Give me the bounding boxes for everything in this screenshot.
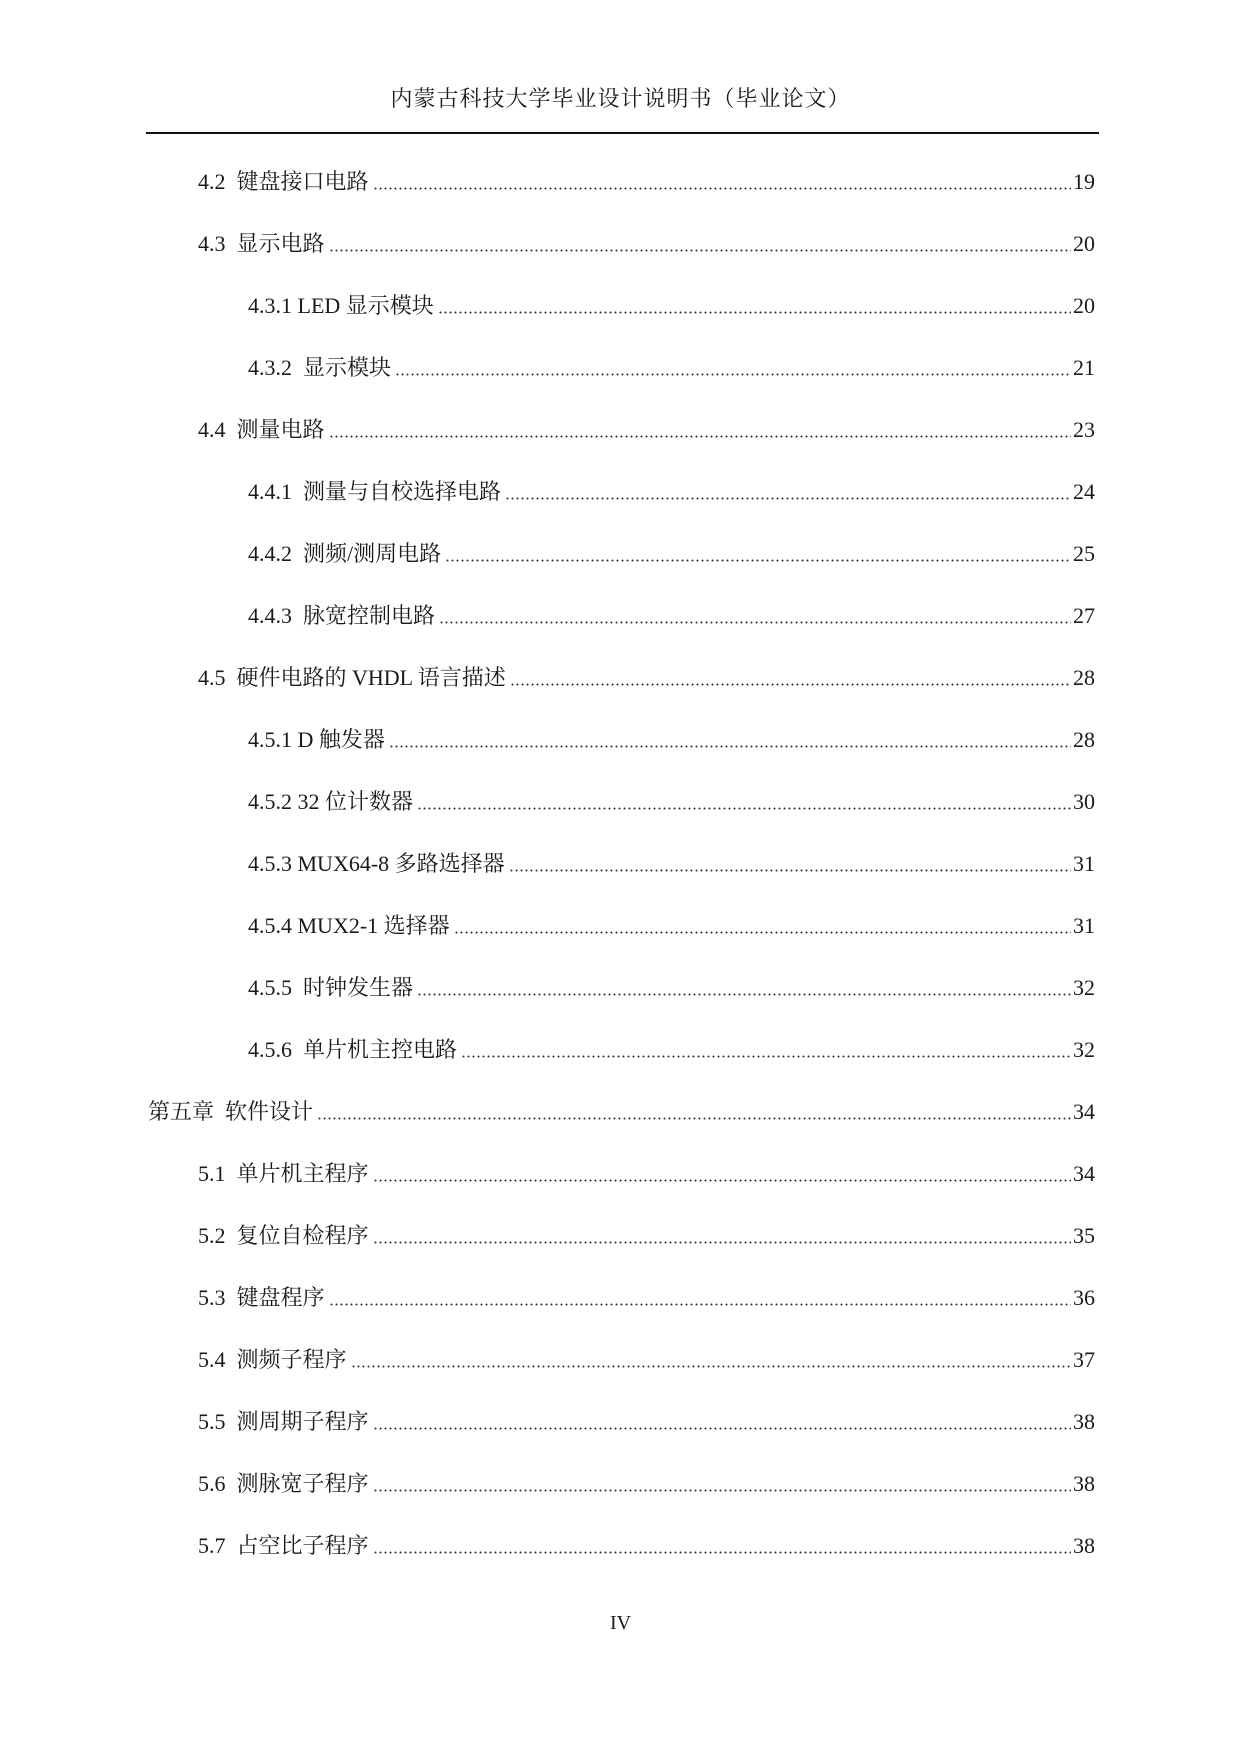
toc-entry[interactable] [248, 969, 1095, 1003]
toc-entry-label: 4.3.1 LED 显示模块 [248, 293, 434, 318]
toc-page-number: 31 [1073, 851, 1095, 876]
toc-entry-label: 4.5.1 D 触发器 [248, 727, 385, 752]
toc-entry[interactable] [248, 783, 1095, 817]
toc-entry-label: 4.3 显示电路 [198, 231, 325, 256]
toc-entry-label: 5.3 键盘程序 [198, 1285, 325, 1310]
toc-entry-label: 5.5 测周期子程序 [198, 1409, 369, 1434]
toc-page-number: 32 [1073, 1037, 1095, 1062]
toc-page-number: 21 [1073, 355, 1095, 380]
toc-dot-leader [329, 1303, 1071, 1306]
toc-entry-label: 4.3.2 显示模块 [248, 355, 392, 380]
toc-dot-leader [461, 1055, 1071, 1058]
toc-page-number: 36 [1073, 1285, 1095, 1310]
toc-entry[interactable] [198, 411, 1095, 445]
toc-entry[interactable] [248, 597, 1095, 631]
toc-page-number: 30 [1073, 789, 1095, 814]
toc-dot-leader [509, 869, 1071, 872]
toc-page-number: 32 [1073, 975, 1095, 1000]
toc-entry[interactable] [248, 287, 1095, 321]
toc-entry[interactable] [248, 349, 1095, 383]
toc-entry[interactable] [198, 659, 1095, 693]
toc-page-number: 24 [1073, 479, 1095, 504]
toc-dot-leader [417, 993, 1071, 996]
toc-entry-label: 4.5.6 单片机主控电路 [248, 1037, 458, 1062]
toc-dot-leader [510, 683, 1071, 686]
toc-entry[interactable] [198, 225, 1095, 259]
toc-page-number: 25 [1073, 541, 1095, 566]
toc-entry[interactable] [248, 473, 1095, 507]
toc-entry[interactable] [148, 1093, 1095, 1127]
toc-page-number: 27 [1073, 603, 1095, 628]
toc-dot-leader [373, 1427, 1071, 1430]
toc-entry-label: 4.4 测量电路 [198, 417, 325, 442]
toc-entry-label: 4.5.2 32 位计数器 [248, 789, 414, 814]
toc-entry[interactable] [248, 721, 1095, 755]
toc-page-number: 35 [1073, 1223, 1095, 1248]
toc-dot-leader [439, 621, 1071, 624]
toc-entry-label: 4.4.2 测频/测周电路 [248, 541, 442, 566]
toc-entry[interactable] [198, 1465, 1095, 1499]
toc-dot-leader [454, 931, 1071, 934]
toc-page-number: 34 [1073, 1099, 1095, 1124]
toc-page-number: 28 [1073, 727, 1095, 752]
toc-entry[interactable] [198, 1527, 1095, 1561]
toc-entry-label: 4.5.4 MUX2-1 选择器 [248, 913, 450, 938]
toc-dot-leader [329, 435, 1071, 438]
toc-page-number: 19 [1073, 169, 1095, 194]
toc-dot-leader [505, 497, 1071, 500]
toc-page-number: 20 [1073, 231, 1095, 256]
toc-dot-leader [317, 1117, 1071, 1120]
toc-dot-leader [329, 249, 1071, 252]
toc-dot-leader [351, 1365, 1071, 1368]
toc-entry-label: 4.5.5 时钟发生器 [248, 975, 414, 1000]
toc-entry[interactable] [248, 1031, 1095, 1065]
toc-dot-leader [395, 373, 1071, 376]
toc-entry-label: 5.4 测频子程序 [198, 1347, 347, 1372]
toc-dot-leader [373, 1489, 1071, 1492]
running-header: 内蒙古科技大学毕业设计说明书（毕业论文） [390, 86, 851, 111]
toc-dot-leader [445, 559, 1071, 562]
toc-dot-leader [373, 1179, 1071, 1182]
toc-page-number: 20 [1073, 293, 1095, 318]
toc-entry[interactable] [198, 1217, 1095, 1251]
toc-page-number: 38 [1073, 1533, 1095, 1558]
toc-entry-label: 5.6 测脉宽子程序 [198, 1471, 369, 1496]
toc-entry-label: 4.2 键盘接口电路 [198, 169, 369, 194]
toc-entry-label: 5.7 占空比子程序 [198, 1533, 369, 1558]
toc-entry-label: 5.1 单片机主程序 [198, 1161, 369, 1186]
toc-page-number: 34 [1073, 1161, 1095, 1186]
toc-entry[interactable] [248, 535, 1095, 569]
toc-page-number: 31 [1073, 913, 1095, 938]
toc-page-number: 37 [1073, 1347, 1095, 1372]
toc-entry-label: 5.2 复位自检程序 [198, 1223, 369, 1248]
toc-dot-leader [389, 745, 1071, 748]
toc-page-number: 38 [1073, 1471, 1095, 1496]
toc-dot-leader [438, 311, 1071, 314]
toc-dot-leader [373, 1241, 1071, 1244]
toc-dot-leader [373, 1551, 1071, 1554]
toc-entry-label: 4.5.3 MUX64-8 多路选择器 [248, 851, 505, 876]
toc-entry[interactable] [248, 907, 1095, 941]
toc-entry-label: 第五章 软件设计 [148, 1099, 314, 1124]
toc-entry[interactable] [198, 1403, 1095, 1437]
toc-entry-label: 4.4.3 脉宽控制电路 [248, 603, 436, 628]
toc-entry-label: 4.5 硬件电路的 VHDL 语言描述 [198, 665, 506, 690]
toc-entry[interactable] [248, 845, 1095, 879]
toc-entry-label: 4.4.1 测量与自校选择电路 [248, 479, 502, 504]
toc-page-number: 38 [1073, 1409, 1095, 1434]
page-number: IV [609, 1612, 632, 1634]
toc-entry[interactable] [198, 163, 1095, 197]
toc-entry[interactable] [198, 1155, 1095, 1189]
toc-dot-leader [373, 187, 1071, 190]
toc-page-number: 28 [1073, 665, 1095, 690]
toc-dot-leader [417, 807, 1071, 810]
toc-entry[interactable] [198, 1279, 1095, 1313]
toc-page-number: 23 [1073, 417, 1095, 442]
toc-entry[interactable] [198, 1341, 1095, 1375]
